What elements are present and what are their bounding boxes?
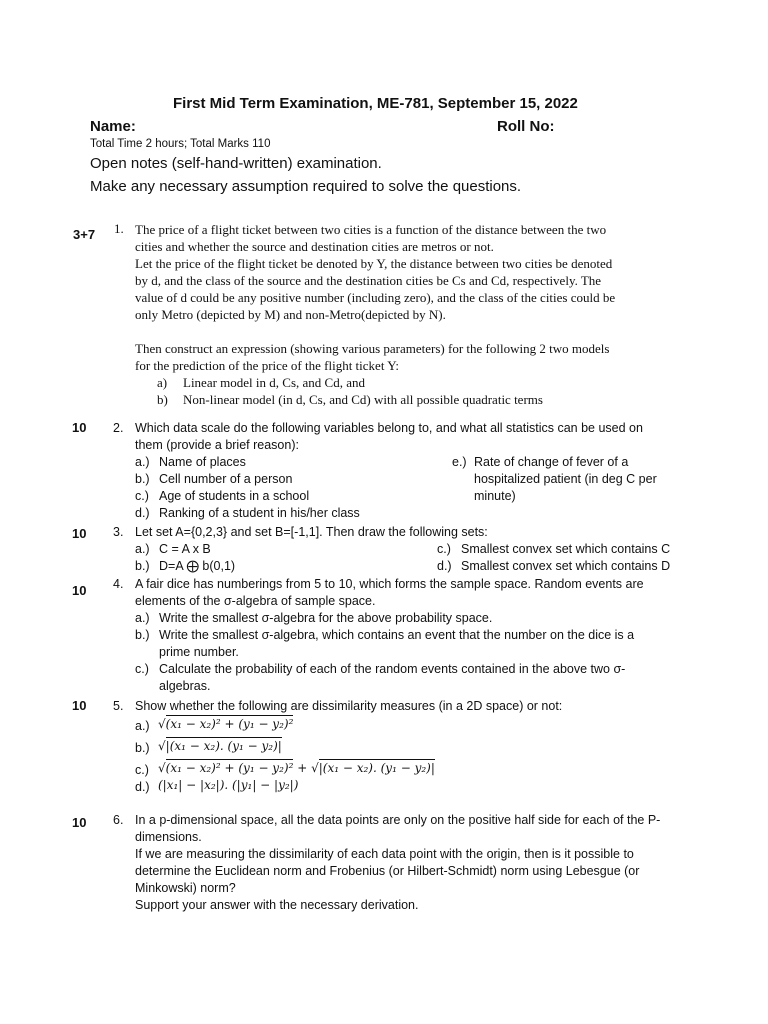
instruction-open-notes: Open notes (self-hand-written) examination. xyxy=(90,155,382,172)
q2-item-text: Rate of change of fever of a xyxy=(474,455,629,469)
q2-marks: 10 xyxy=(72,420,87,435)
q4-marks: 10 xyxy=(72,583,87,598)
q3-item-text: C = A x B xyxy=(159,542,211,556)
q1-line: by d, and the class of the source and the destination cities be Cs and Cd, respectively. The xyxy=(135,273,602,288)
q2-item-label: c.) xyxy=(135,489,149,503)
instruction-assumption: Make any necessary assumption required to solve the questions. xyxy=(90,178,522,195)
q3-item-label: b.) xyxy=(135,559,150,573)
q1-line: value of d could be any positive number (including zero), and the class of the cities could be xyxy=(135,290,616,305)
q4-line: elements of the σ-algebra of sample space. xyxy=(135,594,376,608)
exam-title: First Mid Term Examination, ME-781, September 15, 2022 xyxy=(173,95,578,112)
q5-formula-d: (|x₁| − |x₂|). (|y₁| − |y₂|) xyxy=(158,778,299,792)
q1-line: Let the price of the flight ticket be denoted by Y, the distance between two cities be denoted xyxy=(135,256,613,271)
q4-item-label: b.) xyxy=(135,628,150,642)
q4-item-text: Calculate the probability of each of the random events contained in the above two σ- xyxy=(159,662,626,676)
q3-number: 3. xyxy=(113,525,124,539)
q5-formula-a: √(x₁ − x₂)² + (y₁ − y₂)² xyxy=(158,717,294,731)
q4-item-text: Write the smallest σ-algebra for the above probability space. xyxy=(159,611,493,625)
q1-item-label: a) xyxy=(157,375,168,390)
q1-item-label: b) xyxy=(157,392,168,407)
q6-line: In a p-dimensional space, all the data points are only on the positive half side for each of the P- xyxy=(135,813,661,827)
q3-line: Let set A={0,2,3} and set B=[-1,1]. Then draw the following sets: xyxy=(135,525,488,539)
q1-body xyxy=(135,221,615,408)
q6-line: If we are measuring the dissimilarity of each data point with the origin, then is it possible to xyxy=(135,847,634,861)
q3-item-text: Smallest convex set which contains C xyxy=(461,542,671,556)
q5-item-d-label: d.) xyxy=(135,780,150,794)
q6-line: dimensions. xyxy=(135,830,202,844)
q2-item-label: b.) xyxy=(135,472,150,486)
q1-item-a xyxy=(157,374,615,391)
q5-item-c-label: c.) xyxy=(135,763,149,777)
q2-item-text: Ranking of a student in his/her class xyxy=(159,506,360,520)
q5-number: 5. xyxy=(113,699,124,713)
q1-item-text: Linear model in d, Cs, and Cd, and xyxy=(183,375,365,390)
q2-line: Which data scale do the following variables belong to, and what all statistics can be used on xyxy=(135,421,643,435)
roll-no-label: Roll No: xyxy=(497,118,555,135)
q2-number: 2. xyxy=(113,421,124,435)
q6-body xyxy=(135,812,660,914)
q3-right-items xyxy=(437,541,670,575)
q4-number: 4. xyxy=(113,577,124,591)
q1-line: The price of a flight ticket between two cities is a function of the distance between the two xyxy=(135,222,607,237)
q4-body xyxy=(135,576,644,695)
q4-item-label: a.) xyxy=(135,611,150,625)
q5-formula-b: √|(x₁ − x₂). (y₁ − y₂)| xyxy=(158,739,282,753)
q5-marks: 10 xyxy=(72,698,87,713)
q3-body xyxy=(135,524,488,575)
q3-item-label: d.) xyxy=(437,559,452,573)
q2-item-text: Cell number of a person xyxy=(159,472,293,486)
q5-item-b-label: b.) xyxy=(135,741,150,755)
q6-number: 6. xyxy=(113,813,124,827)
q3-item-text: Smallest convex set which contains D xyxy=(461,559,671,573)
q4-item-a xyxy=(135,610,644,627)
q6-line: Minkowski) norm? xyxy=(135,881,236,895)
q4-item-text: prime number. xyxy=(159,645,239,659)
q3-item-label: c.) xyxy=(437,542,451,556)
q1-number: 1. xyxy=(114,221,124,236)
q2-item-e xyxy=(452,454,657,505)
q4-item-label: c.) xyxy=(135,662,149,676)
q3-item-text: D=A ⨁ b(0,1) xyxy=(159,559,236,573)
q2-item-label: e.) xyxy=(452,455,467,469)
q3-item-c xyxy=(437,541,670,558)
q1-line: Then construct an expression (showing various parameters) for the following 2 two models xyxy=(135,341,610,356)
q2-item-text: minute) xyxy=(474,489,516,503)
q2-item-label: a.) xyxy=(135,455,150,469)
q1-item-b xyxy=(157,391,615,408)
q2-item-text: Age of students in a school xyxy=(159,489,310,503)
q6-line: Support your answer with the necessary derivation. xyxy=(135,898,419,912)
q5-item-a-label: a.) xyxy=(135,719,150,733)
q2-item-d xyxy=(135,505,643,522)
q2-item-label: d.) xyxy=(135,506,150,520)
q4-item-b xyxy=(135,627,644,661)
q1-item-text: Non-linear model (in d, Cs, and Cd) with all possible quadratic terms xyxy=(183,392,543,407)
q2-item-text: hospitalized patient (in deg C per xyxy=(474,472,657,486)
q3-marks: 10 xyxy=(72,526,87,541)
q1-line: for the prediction of the price of the flight ticket Y: xyxy=(135,358,400,373)
q3-item-label: a.) xyxy=(135,542,150,556)
q6-line: determine the Euclidean norm and Frobenius (or Hilbert-Schmidt) norm using Lebesgue (or xyxy=(135,864,640,878)
q3-item-a xyxy=(135,541,488,558)
q4-item-text: Write the smallest σ-algebra, which contains an event that the number on the dice is a xyxy=(159,628,635,642)
q3-item-d xyxy=(437,558,670,575)
q3-item-b xyxy=(135,558,488,575)
q1-marks: 3+7 xyxy=(73,227,96,242)
q4-item-text: algebras. xyxy=(159,679,211,693)
name-label: Name: xyxy=(90,118,136,135)
q1-line: cities and whether the source and destination cities are metros or not. xyxy=(135,239,494,254)
q1-line: only Metro (depicted by M) and non-Metro(depicted by N). xyxy=(135,307,446,322)
q4-item-c xyxy=(135,661,644,695)
q5-line: Show whether the following are dissimilarity measures (in a 2D space) or not: xyxy=(135,699,563,713)
time-marks: Total Time 2 hours; Total Marks 110 xyxy=(90,138,271,150)
q4-line: A fair dice has numberings from 5 to 10, which forms the sample space. Random events are xyxy=(135,577,644,591)
q2-item-text: Name of places xyxy=(159,455,246,469)
q2-line: them (provide a brief reason): xyxy=(135,438,299,452)
q5-formula-c: √(x₁ − x₂)² + (y₁ − y₂)² + √|(x₁ − x₂). (y₁ − y₂)| xyxy=(158,761,435,775)
q6-marks: 10 xyxy=(72,815,87,830)
